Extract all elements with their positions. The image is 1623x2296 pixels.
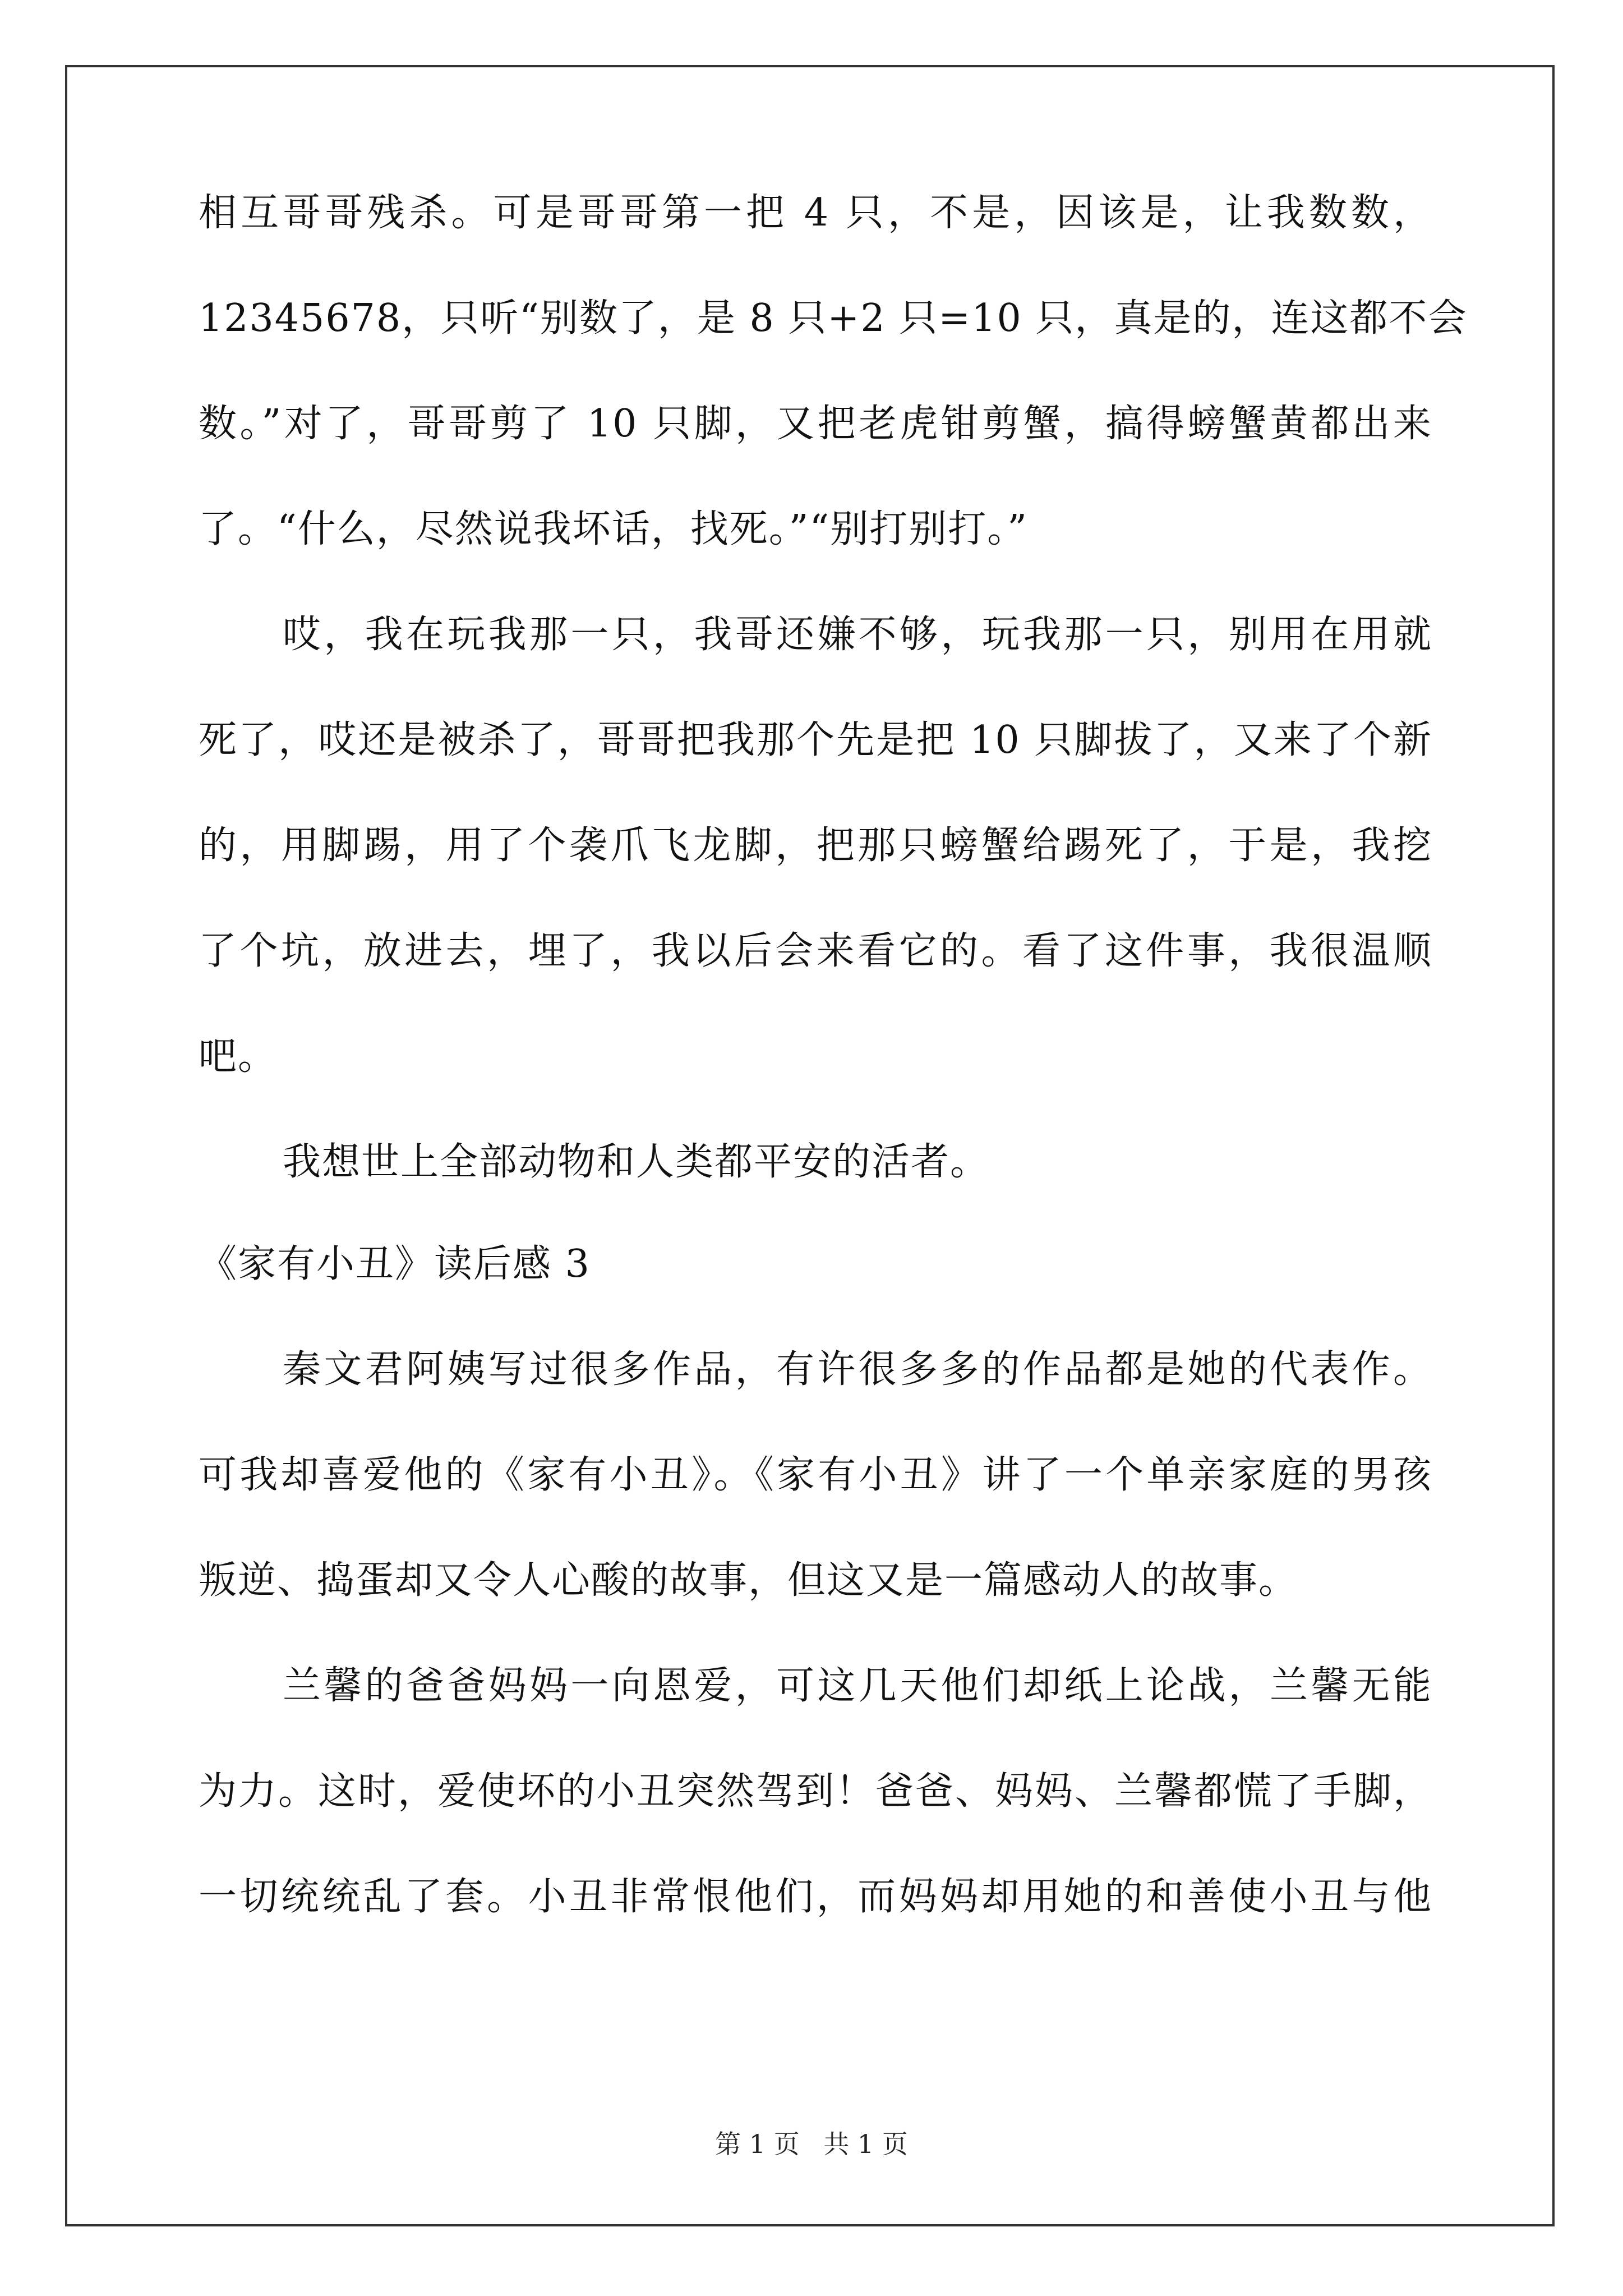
text-line: 了个坑，放进去，埋了，我以后会来看它的。看了这件事，我很温顺 xyxy=(199,929,1432,973)
text-line: 相互哥哥残杀。可是哥哥第一把 4 只，不是，因该是，让我数数， xyxy=(199,191,1432,235)
page-number: 第 1 页 xyxy=(715,2129,800,2159)
text-line: 数。”对了，哥哥剪了 10 只脚，又把老虎钳剪蟹，搞得螃蟹黄都出来 xyxy=(199,402,1432,446)
text-line: 死了，哎还是被杀了，哥哥把我那个先是把 10 只脚拔了，又来了个新 xyxy=(199,718,1432,762)
paragraph-first-line: 我想世上全部动物和人类都平安的活者。 xyxy=(283,1140,990,1184)
text-line: 的，用脚踢，用了个袭爪飞龙脚，把那只螃蟹给踢死了，于是，我挖 xyxy=(199,823,1432,868)
text-line: 可我却喜爱他的《家有小丑》。《家有小丑》讲了一个单亲家庭的男孩 xyxy=(199,1453,1432,1497)
text-line: 叛逆、捣蛋却又令人心酸的故事，但这又是一篇感动人的故事。 xyxy=(199,1558,1298,1603)
paragraph-first-line: 兰馨的爸爸妈妈一向恩爱，可这几天他们却纸上论战，兰馨无能 xyxy=(283,1664,1432,1708)
text-line: 了。“什么，尽然说我坏话，找死。”“别打别打。” xyxy=(199,507,1029,551)
page-total: 共 1 页 xyxy=(823,2129,908,2159)
text-line: 12345678，只听“别数了，是 8 只+2 只=10 只，真是的，连这都不会 xyxy=(199,296,1468,341)
page-footer xyxy=(0,2128,1623,2160)
text-line: 为力。这时，爱使坏的小丑突然驾到！爸爸、妈妈、兰馨都慌了手脚， xyxy=(199,1769,1432,1814)
paragraph-first-line: 秦文君阿姨写过很多作品，有许很多多的作品都是她的代表作。 xyxy=(283,1347,1432,1392)
text-line: 吧。 xyxy=(199,1034,278,1079)
section-heading: 《家有小丑》读后感 3 xyxy=(199,1242,591,1286)
text-line: 一切统统乱了套。小丑非常恨他们，而妈妈却用她的和善使小丑与他 xyxy=(199,1875,1432,1919)
paragraph-first-line: 哎，我在玩我那一只，我哥还嫌不够，玩我那一只，别用在用就 xyxy=(283,613,1432,657)
